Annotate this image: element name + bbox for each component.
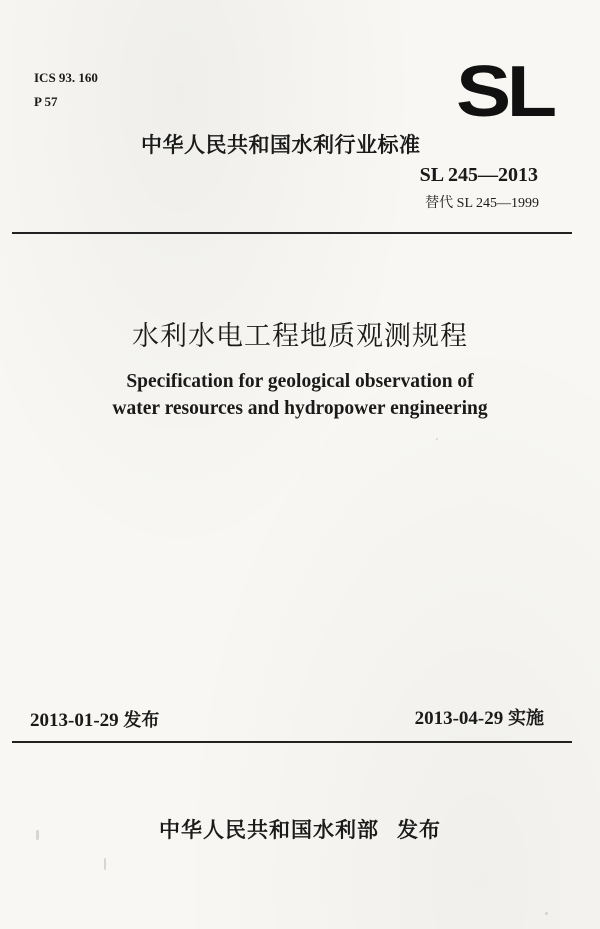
ics-code: ICS 93. 160 — [34, 70, 98, 85]
publish-label: 发布 — [397, 818, 441, 842]
scan-speck — [436, 438, 438, 440]
scan-speck — [104, 858, 106, 870]
replaces-standard: 替代 SL 245—1999 — [425, 196, 539, 211]
implement-date-line — [415, 704, 544, 730]
issue-date: 2013-01-29 — [30, 710, 119, 731]
publisher-line — [0, 814, 600, 844]
publisher-name: 中华人民共和国水利部 — [159, 818, 379, 842]
issue-date-line — [30, 706, 159, 732]
document-title-english-line2: water resources and hydropower engineering — [112, 398, 488, 419]
document-title-english-line1: Specification for geological observation of — [126, 371, 474, 392]
implement-label: 实施 — [508, 708, 544, 729]
standard-number: SL 245—2013 — [419, 164, 538, 186]
implement-date: 2013-04-29 — [414, 708, 504, 729]
scan-speck — [36, 830, 39, 840]
document-title-chinese: 水利水电工程地质观测规程 — [132, 321, 468, 352]
sl-logo: SL — [456, 52, 553, 132]
ccs-code: P 57 — [34, 94, 58, 109]
standard-series-title: 中华人民共和国水利行业标准 — [141, 133, 421, 157]
bottom-divider — [12, 741, 572, 743]
scan-speck — [545, 912, 548, 915]
issue-label: 发布 — [123, 710, 160, 731]
top-divider — [12, 232, 572, 234]
